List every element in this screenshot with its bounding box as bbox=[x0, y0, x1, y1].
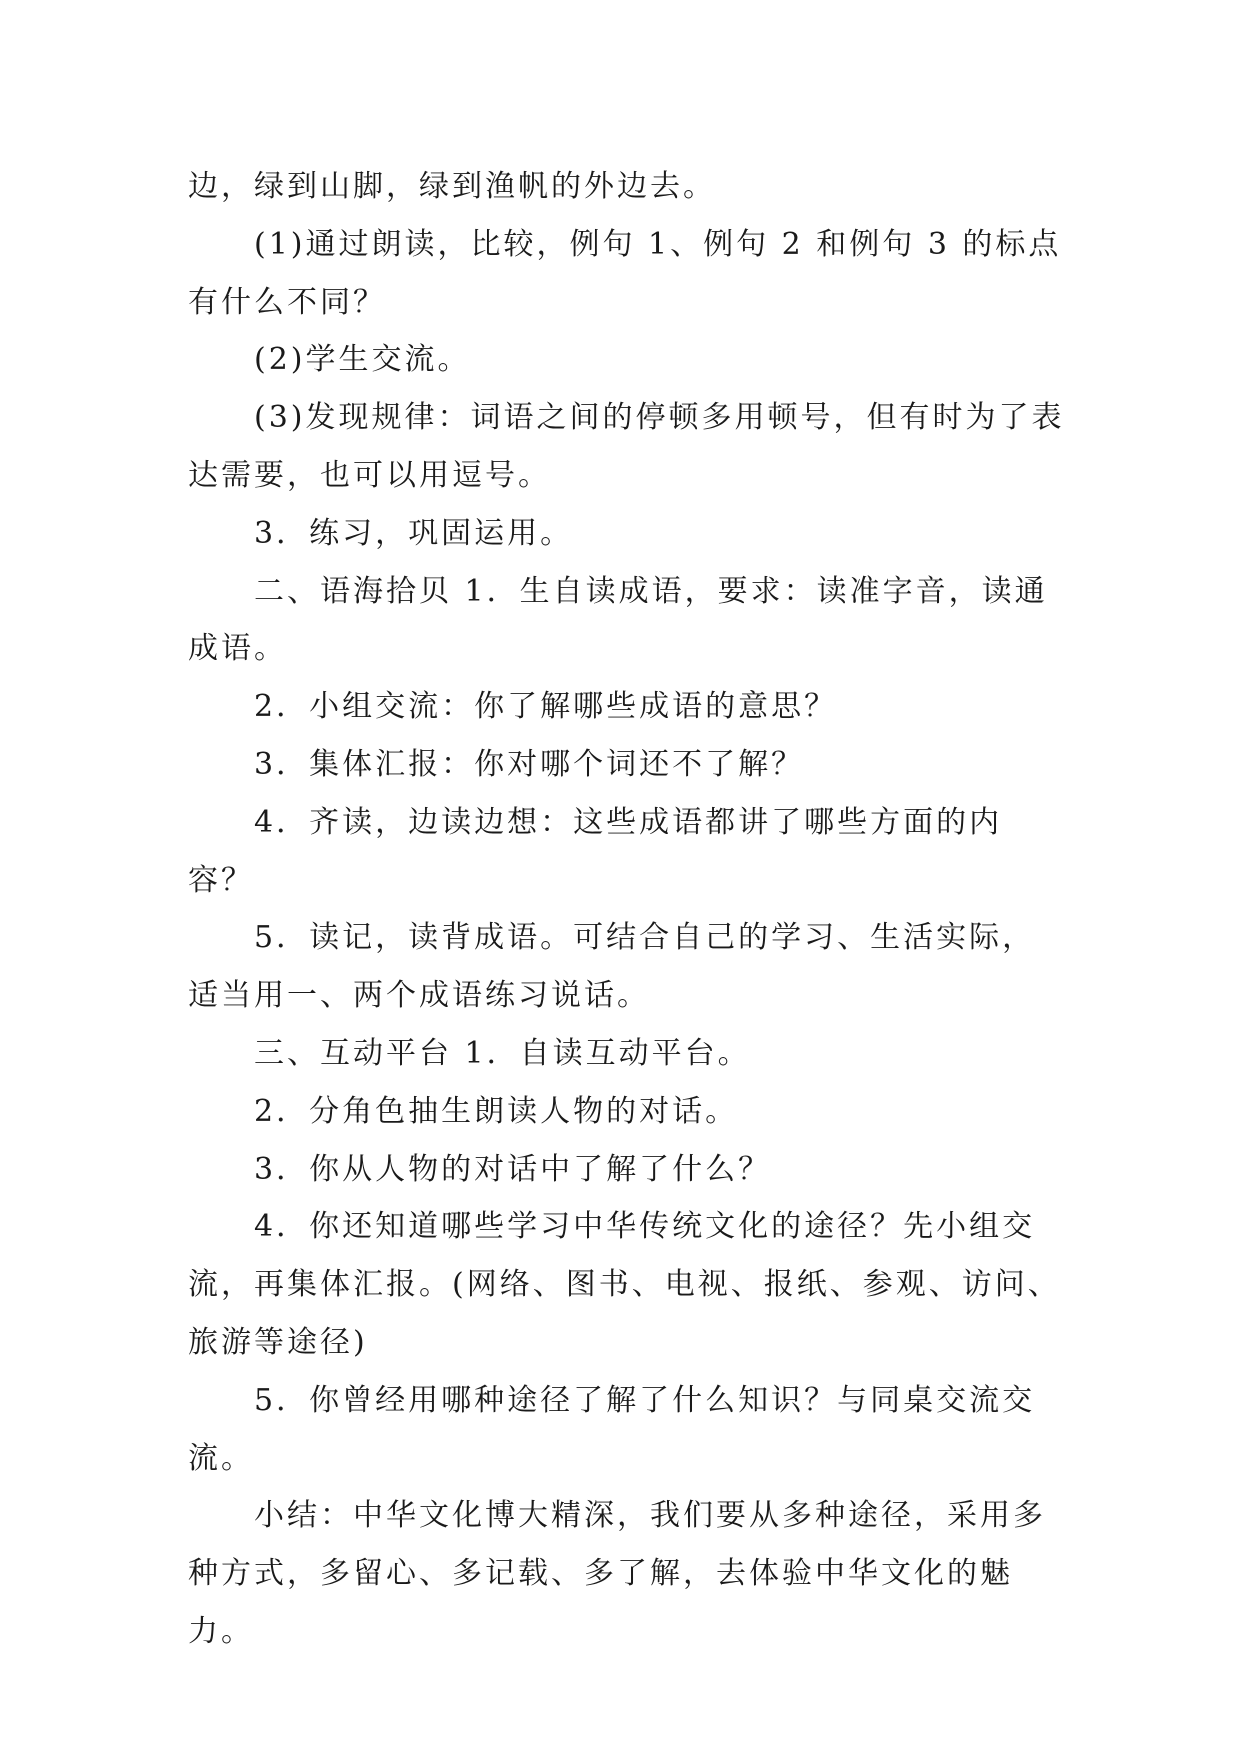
paragraph: 3．你从人物的对话中了解了什么？ bbox=[254, 1151, 772, 1187]
paragraph: 5．读记，读背成语。可结合自己的学习、生活实际，适当用一、两个成语练习说话。 bbox=[188, 920, 1036, 1014]
paragraph: 二、语海拾贝 1．生自读成语，要求：读准字音，读通成语。 bbox=[188, 573, 1048, 667]
paragraph: 5．你曾经用哪种途径了解了什么知识？与同桌交流交流。 bbox=[188, 1382, 1036, 1476]
paragraph: 2．分角色抽生朗读人物的对话。 bbox=[254, 1093, 739, 1129]
paragraph: 小结：中华文化博大精深，我们要从多种途径，采用多种方式，多留心、多记载、多了解，去体验中华文化的魅力。 bbox=[188, 1498, 1046, 1649]
paragraph: 2．小组交流：你了解哪些成语的意思？ bbox=[254, 689, 838, 725]
paragraph: (2)学生交流。 bbox=[254, 342, 471, 378]
paragraph: 3．练习，巩固运用。 bbox=[254, 515, 574, 551]
document-body bbox=[188, 158, 1068, 1661]
paragraph: 三、互动平台 1．自读互动平台。 bbox=[254, 1035, 751, 1071]
paragraph: 边，绿到山脚，绿到渔帆的外边去。 bbox=[188, 169, 716, 204]
paragraph: 3．集体汇报：你对哪个词还不了解？ bbox=[254, 746, 805, 782]
paragraph: 4．齐读，边读边想：这些成语都讲了哪些方面的内容？ bbox=[188, 804, 1003, 898]
paragraph: (1)通过朗读，比较，例句 1、例句 2 和例句 3 的标点有什么不同？ bbox=[188, 226, 1062, 320]
paragraph: 4．你还知道哪些学习中华传统文化的途径？先小组交流，再集体汇报。(网络、图书、电视、报纸、参观、访问、旅游等途径) bbox=[188, 1209, 1061, 1360]
paragraph: (3)发现规律：词语之间的停顿多用顿号，但有时为了表达需要，也可以用逗号。 bbox=[188, 400, 1065, 493]
